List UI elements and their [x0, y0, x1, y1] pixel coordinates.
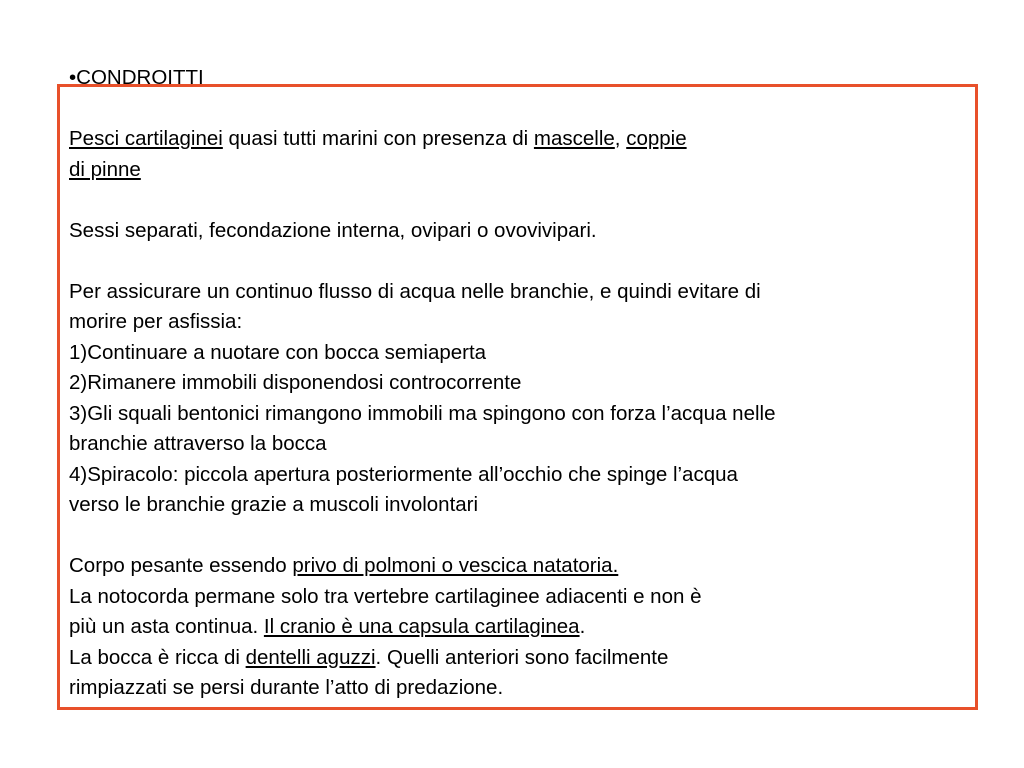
spacer — [69, 94, 969, 125]
slide-text — [69, 63, 969, 704]
intro-text-2: , — [614, 127, 627, 150]
term-mascelle: mascelle — [533, 127, 615, 150]
breathing-line-2: morire per asfissia: — [69, 310, 243, 333]
body-text-3b: . — [579, 615, 586, 638]
term-di-pinne: di pinne — [69, 157, 141, 181]
body-line-3 — [69, 612, 969, 643]
term-dentelli-aguzzi: dentelli aguzzi — [245, 645, 376, 669]
breathing-line-1: Per assicurare un continuo flusso di acqua nelle branchie, e quindi evitare di — [69, 279, 761, 303]
breathing-item-3b: branchie attraverso la bocca — [69, 432, 327, 455]
spacer — [69, 521, 969, 552]
breathing-item-1: 1)Continuare a nuotare con bocca semiaperta — [69, 340, 487, 364]
intro-line-1 — [69, 124, 969, 155]
intro-line-2 — [69, 155, 969, 186]
breathing-item-4a: 4)Spiracolo: piccola apertura posteriormente all’occhio che spinge l’acqua — [69, 462, 738, 486]
intro-text-1: quasi tutti marini con presenza di — [222, 127, 534, 150]
body-text-4: La bocca è ricca di — [69, 645, 246, 669]
body-text-1: Corpo pesante essendo — [69, 554, 293, 577]
breathing-item-2: 2)Rimanere immobili disponendosi controcorrente — [69, 371, 522, 394]
body-line-1 — [69, 551, 969, 582]
term-privo-di-polmoni: privo di polmoni o vescica natatoria. — [292, 554, 619, 577]
body-line-5: rimpiazzati se persi durante l’atto di predazione. — [69, 676, 504, 699]
slide-heading: •CONDROITTI — [69, 66, 204, 89]
spacer — [69, 246, 969, 277]
body-line-4 — [69, 643, 969, 674]
breathing-item-3a: 3)Gli squali bentonici rimangono immobili ma spingono con forza l’acqua nelle — [69, 401, 776, 425]
body-line-2: La notocorda permane solo tra vertebre cartilaginee adiacenti e non è — [69, 584, 702, 608]
body-text-4b: . Quelli anteriori sono facilmente — [375, 645, 669, 669]
spacer — [69, 185, 969, 216]
body-text-3: più un asta continua. — [69, 615, 264, 638]
sexes-line: Sessi separati, fecondazione interna, ovipari o ovovivipari. — [69, 218, 597, 242]
term-cranio: Il cranio è una capsula cartilaginea — [263, 615, 580, 638]
term-pesci-cartilaginei: Pesci cartilaginei — [69, 127, 223, 150]
breathing-item-4b: verso le branchie grazie a muscoli involontari — [69, 493, 479, 516]
term-coppie: coppie — [626, 127, 687, 150]
